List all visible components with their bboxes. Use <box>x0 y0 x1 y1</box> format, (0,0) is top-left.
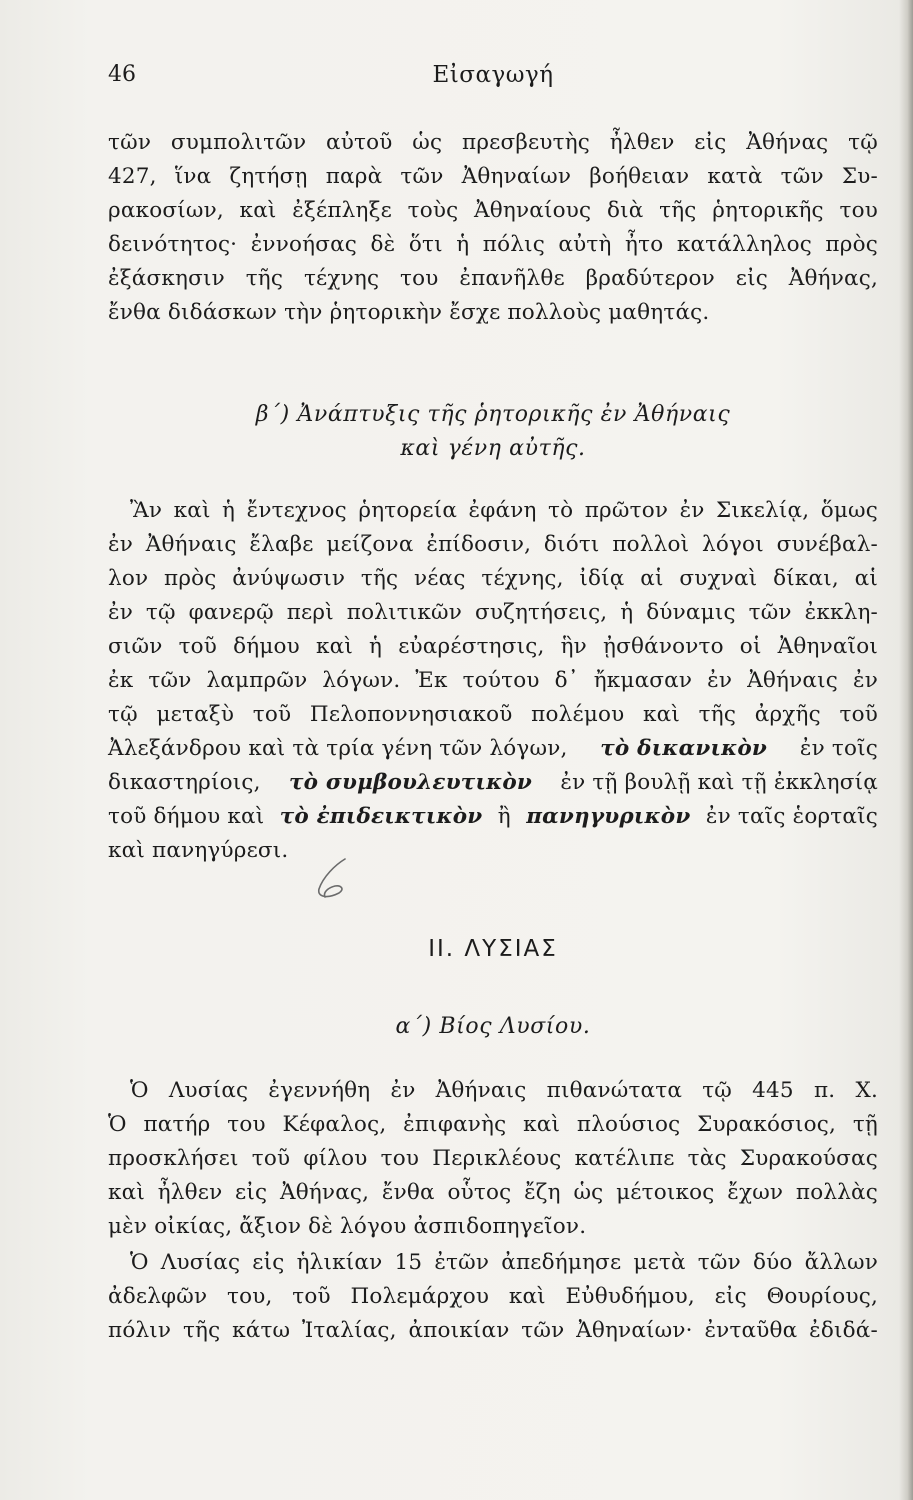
genre-epideictic: τὸ ἐπιδεικτικὸν <box>279 804 483 829</box>
text-span: ἐν ταῖς ἑορταῖς <box>705 804 878 829</box>
text-line: καὶ πανηγύρεσι. <box>108 838 289 863</box>
text-line <box>108 804 878 829</box>
genre-judicial: τὸ δικανικὸν <box>600 736 768 761</box>
text-line: τῷ μεταξὺ τοῦ Πελοποννησιακοῦ πολέμου καὶ τῆς ἀρχῆς τοῦ <box>108 702 878 727</box>
text-line: ἐν τῷ φανερῷ περὶ πολιτικῶν συζητήσεις, ἡ δύναμις τῶν ἐκκλη- <box>108 600 878 625</box>
text-span: ἐν τοῖς <box>799 736 878 761</box>
section-heading-beta-line2: καὶ γένη αὐτῆς. <box>400 436 586 461</box>
text-span: ἐν τῇ βουλῇ καὶ τῇ ἐκκλησίᾳ <box>560 770 878 795</box>
section-heading-beta: β΄) Ἀνάπτυξις τῆς ῥητορικῆς ἐν Ἀθήναις <box>255 402 731 427</box>
text-line: τῶν συμπολιτῶν αὐτοῦ ὡς πρεσβευτὴς ἦλθεν εἰς Ἀθήνας τῷ <box>108 130 878 155</box>
text-line: ἐν Ἀθήναις ἔλαβε μείζονα ἐπίδοσιν, διότι πολλοὶ λόγοι συνέβαλ- <box>108 532 878 557</box>
handwritten-mark-icon <box>305 855 365 905</box>
text-line: ρακοσίων, καὶ ἐξέπληξε τοὺς Ἀθηναίους διὰ τῆς ῥητορικῆς του <box>108 198 878 223</box>
text-line: λον πρὸς ἀνύψωσιν τῆς νέας τέχνης, ἰδίᾳ αἱ συχναὶ δίκαι, αἱ <box>108 566 878 591</box>
page-edge-shadow <box>899 0 913 1500</box>
section-heading-alpha: α΄) Βίος Λυσίου. <box>395 1014 591 1039</box>
text-line: Ἂν καὶ ἡ ἔντεχνος ῥητορεία ἐφάνη τὸ πρῶτον ἐν Σικελίᾳ, ὅμως <box>130 498 878 523</box>
text-line: δεινότητος· ἐννοήσας δὲ ὅτι ἡ πόλις αὐτὴ ἦτο κατάλληλος πρὸς <box>108 232 878 257</box>
text-span: ἢ <box>497 804 511 829</box>
chapter-title: II. ΛΥΣΙΑΣ <box>428 936 558 962</box>
text-line: Ὁ Λυσίας εἰς ἡλικίαν 15 ἐτῶν ἀπεδήμησε μετὰ τῶν δύο ἄλλων <box>130 1250 878 1275</box>
page-header <box>108 62 878 92</box>
text-line: ἔνθα διδάσκων τὴν ῥητορικὴν ἔσχε πολλοὺς μαθητάς. <box>108 300 710 325</box>
text-line <box>108 770 878 795</box>
text-line: Ὁ πατήρ του Κέφαλος, ἐπιφανὴς καὶ πλούσιος Συρακόσιος, τῇ <box>108 1112 878 1137</box>
text-line: Ὁ Λυσίας ἐγεννήθη ἐν Ἀθήναις πιθανώτατα τῷ 445 π. Χ. <box>130 1078 878 1103</box>
text-span: Ἀλεξάνδρου καὶ τὰ τρία γένη τῶν λόγων, <box>108 736 568 761</box>
text-span: δικαστηρίοις, <box>108 770 261 795</box>
text-span: τοῦ δήμου καὶ <box>108 804 265 829</box>
page-number: 46 <box>108 62 136 87</box>
text-line: ἐξάσκησιν τῆς τέχνης του ἐπανῆλθε βραδύτερον εἰς Ἀθήνας, <box>108 266 878 291</box>
running-title: Εἰσαγωγή <box>432 62 554 88</box>
genre-panegyric: πανηγυρικὸν <box>526 804 691 829</box>
text-line: καὶ ἦλθεν εἰς Ἀθήνας, ἔνθα οὗτος ἔζη ὡς μέτοικος ἔχων πολλὰς <box>108 1180 878 1205</box>
text-line: ἐκ τῶν λαμπρῶν λόγων. Ἐκ τούτου δ᾽ ἤκμασαν ἐν Ἀθήναις ἐν <box>108 668 878 693</box>
text-line <box>108 736 878 761</box>
text-line: πόλιν τῆς κάτω Ἰταλίας, ἀποικίαν τῶν Ἀθηναίων· ἐνταῦθα ἐδιδά- <box>108 1318 878 1343</box>
genre-deliberative: τὸ συμβουλευτικὸν <box>289 770 533 795</box>
text-line: σιῶν τοῦ δήμου καὶ ἡ εὐαρέστησις, ἣν ᾐσθάνοντο οἱ Ἀθηναῖοι <box>108 634 878 659</box>
text-line: προσκλήσει τοῦ φίλου του Περικλέους κατέλιπε τὰς Συρακούσας <box>108 1146 878 1171</box>
text-line: 427, ἵνα ζητήσῃ παρὰ τῶν Ἀθηναίων βοήθειαν κατὰ τῶν Συ- <box>108 164 878 189</box>
text-line: ἀδελφῶν του, τοῦ Πολεμάρχου καὶ Εὐθυδήμου, εἰς Θουρίους, <box>108 1284 878 1309</box>
text-line: μὲν οἰκίας, ἄξιον δὲ λόγου ἀσπιδοπηγεῖον. <box>108 1214 587 1239</box>
